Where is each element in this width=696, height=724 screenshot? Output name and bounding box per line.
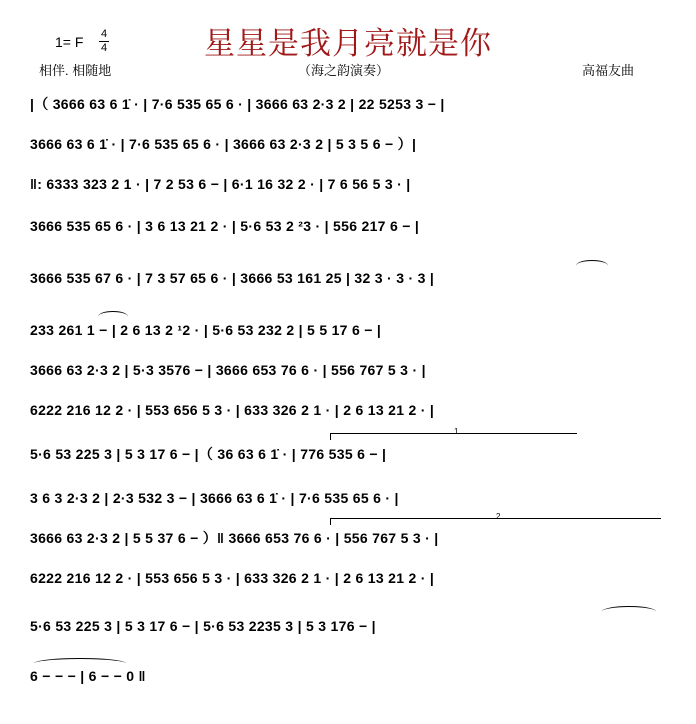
score-row <box>30 92 658 116</box>
tie-arc <box>34 658 126 669</box>
meter-top: 4 <box>100 28 108 40</box>
score-row <box>30 266 658 290</box>
score-row <box>30 214 658 238</box>
row-notes: 6222 216 12 2 · | 553 656 5 3 · | 633 326 2 1 · | 2 6 13 21 2 · | <box>30 402 435 418</box>
row-notes: |（ 3666 63 6 1̇ · | 7·6 535 65 6 · | 3666 63 2·3 2 | 22 5253 3 − | <box>30 96 445 112</box>
score-row <box>30 614 658 638</box>
score-row <box>30 566 658 590</box>
score-row <box>30 526 658 550</box>
performer-note: （海之韵演奏） <box>298 63 390 78</box>
score-row <box>30 172 658 196</box>
tie-arc <box>602 606 656 617</box>
meter-bottom: 4 <box>100 42 108 54</box>
row-notes: 3666 63 2·3 2 | 5·3 3576 − | 3666 653 76 6 · | 556 767 5 3 · | <box>30 362 426 378</box>
score-row <box>30 132 658 156</box>
tie-arc <box>576 260 608 271</box>
score-row <box>30 398 658 422</box>
tie-arc <box>98 311 128 322</box>
time-signature <box>97 29 111 54</box>
row-notes: 5·6 53 225 3 | 5 3 17 6 − |（ 36 63 6 1̇ · | 776 535 6 − | <box>30 446 387 462</box>
score-row <box>30 358 658 382</box>
row-notes: 6 − − − | 6 − − 0 ‖ <box>30 668 146 684</box>
first-ending-bracket <box>330 427 577 440</box>
row-notes: 3666 535 67 6 · | 7 3 57 65 6 · | 3666 53 161 25 | 32 3 · 3 · 3 | <box>30 270 435 286</box>
left-subtitle: 相伴. 相随地 <box>39 63 112 78</box>
composer-credit: 高福友曲 <box>582 63 635 78</box>
second-ending-bracket <box>330 512 661 525</box>
row-notes: ‖: 6333 323 2 1 · | 7 2 53 6 − | 6·1 16 32 2 · | 7 6 56 5 3 · | <box>30 176 411 192</box>
song-title: 星星是我月亮就是你 <box>204 26 492 62</box>
row-notes: 233 261 1 − | 2 6 13 2 ¹2 · | 5·6 53 232 2 | 5 5 17 6 − | <box>30 322 382 338</box>
first-ending-number: 1 <box>454 427 459 436</box>
row-notes: 5·6 53 225 3 | 5 3 17 6 − | 5·6 53 2235 3 | 5 3 176 − | <box>30 618 376 634</box>
row-notes: 3666 535 65 6 · | 3 6 13 21 2 · | 5·6 53 2 ²3 · | 556 217 6 − | <box>30 218 420 234</box>
row-notes: 3666 63 2·3 2 | 5 5 37 6 − ）‖ 3666 653 76 6 · | 556 767 5 3 · | <box>30 530 439 546</box>
score-row <box>30 486 658 510</box>
row-notes: 3 6 3 2·3 2 | 2·3 532 3 − | 3666 63 6 1̇ · | 7·6 535 65 6 · | <box>30 490 399 506</box>
second-ending-number: 2 <box>496 512 501 521</box>
score-row <box>30 442 658 466</box>
row-notes: 3666 63 6 1̇ · | 7·6 535 65 6 · | 3666 63 2·3 2 | 5 3 5 6 − ）| <box>30 136 417 152</box>
key-signature: 1= F <box>55 34 84 50</box>
row-notes: 6222 216 12 2 · | 553 656 5 3 · | 633 326 2 1 · | 2 6 13 21 2 · | <box>30 570 435 586</box>
